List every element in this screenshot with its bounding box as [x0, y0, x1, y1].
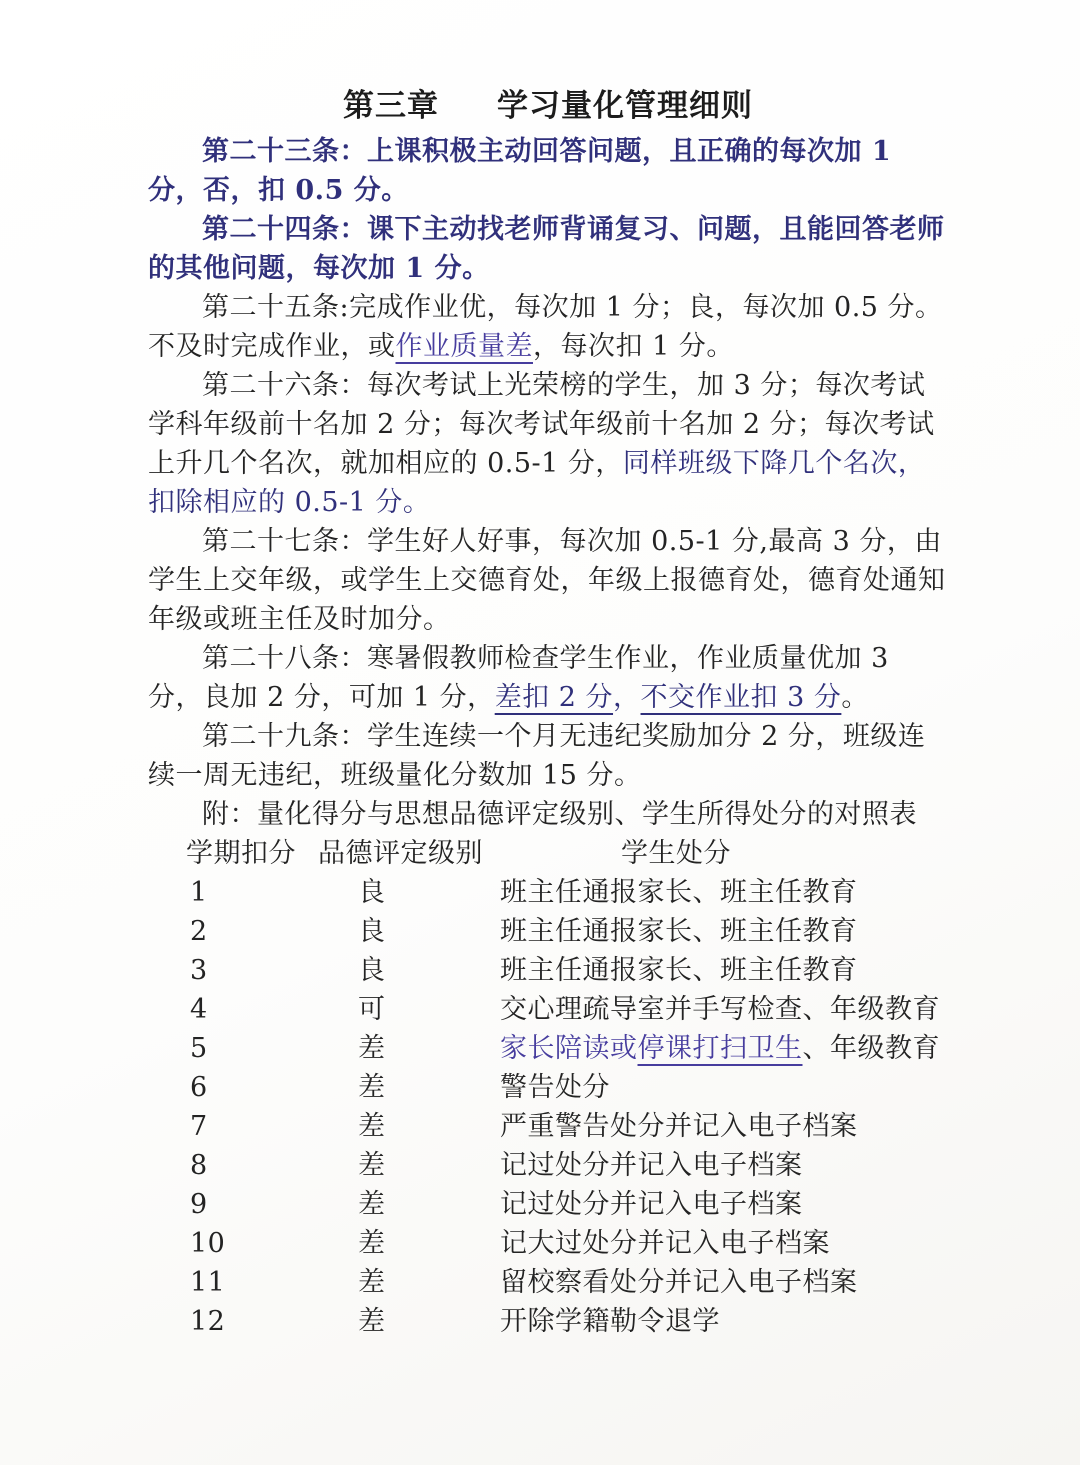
- clause-26: [148, 366, 948, 522]
- clause-28-highlight1: 差扣 2 分: [494, 682, 614, 713]
- header-punishment: 学生处分: [621, 838, 731, 869]
- grade-cell: 良: [358, 916, 386, 947]
- table-row: [148, 1068, 948, 1107]
- punishment-cell: [500, 1029, 948, 1068]
- header-grade: 品德评定级别: [318, 838, 483, 869]
- clause-26-body1: 每次考试上光荣榜的学生，加 3 分；每次考试学科年级前十名加 2 分；每次考试年级前十名加 2 分；每次考试上升几个名次，就加相应的 0.5-1 分，: [148, 370, 935, 479]
- punishment-cell: 开除学籍勒令退学: [500, 1306, 720, 1337]
- clause-27-body: 学生好人好事，每次加 0.5-1 分,最高 3 分，由学生上交年级，或学生上交德育处，年级上报德育处，德育处通知年级或班主任及时加分。: [148, 526, 946, 635]
- score-cell: 9: [190, 1189, 208, 1220]
- punishment-cell: 记大过处分并记入电子档案: [500, 1228, 830, 1259]
- table-row: [148, 990, 948, 1029]
- punishment-lead: 家长陪读或: [500, 1033, 638, 1064]
- table-row: [148, 1107, 948, 1146]
- grade-cell: 差: [358, 1111, 386, 1142]
- clause-25-highlight: 作业质量差: [395, 331, 533, 362]
- punishment-cell: 班主任通报家长、班主任教育: [500, 955, 858, 986]
- grade-cell: 差: [358, 1228, 386, 1259]
- clause-28-body1: 寒暑假教师检查学生作业，作业质量优加 3 分，良加 2 分，可加 1 分，: [148, 643, 889, 713]
- score-cell: 3: [190, 955, 208, 986]
- clause-27-label: 第二十七条：: [202, 526, 367, 557]
- clause-25-body1: 完成作业优，每次加 1 分；良，每次加 0.5 分。不及时完成作业，或: [148, 292, 943, 362]
- score-cell: 10: [190, 1228, 226, 1259]
- punishment-cell: 记过处分并记入电子档案: [500, 1189, 803, 1220]
- score-cell: 6: [190, 1072, 208, 1103]
- table-header: [148, 834, 948, 873]
- grade-cell: 良: [358, 877, 386, 908]
- score-cell: 5: [190, 1033, 208, 1064]
- clause-26-highlight: 同样班级下降几个名次，扣除相应的 0.5-1 分。: [148, 448, 926, 518]
- clause-28-comma: ，: [613, 682, 641, 713]
- clause-26-label: 第二十六条：: [202, 370, 367, 401]
- grade-cell: 差: [358, 1306, 386, 1337]
- punishment-underlined: 停课打扫卫生: [637, 1033, 803, 1064]
- grade-cell: 良: [358, 955, 386, 986]
- grade-cell: 差: [358, 1033, 386, 1064]
- punishment-cell: 严重警告处分并记入电子档案: [500, 1111, 858, 1142]
- table-row: [148, 951, 948, 990]
- clause-28: [148, 639, 948, 717]
- table-row: [148, 1185, 948, 1224]
- punishment-cell: 留校察看处分并记入电子档案: [500, 1267, 858, 1298]
- score-cell: 2: [190, 916, 208, 947]
- punishment-cell: 班主任通报家长、班主任教育: [500, 877, 858, 908]
- clause-24-label: 第二十四条：: [202, 214, 367, 245]
- score-cell: 4: [190, 994, 208, 1025]
- chapter-name: 学习量化管理细则: [497, 88, 753, 124]
- clause-29-body: 学生连续一个月无违纪奖励加分 2 分，班级连续一周无违纪，班级量化分数加 15 分。: [148, 721, 926, 791]
- clause-25: [148, 288, 948, 366]
- appendix-note: 附：量化得分与思想品德评定级别、学生所得处分的对照表: [202, 799, 917, 830]
- table-row: [148, 1302, 948, 1341]
- clause-25-body2: ，每次扣 1 分。: [533, 331, 734, 362]
- clause-29-label: 第二十九条：: [202, 721, 367, 752]
- clause-28-highlight2: 不交作业扣 3 分: [640, 682, 842, 713]
- punishment-cell: 记过处分并记入电子档案: [500, 1150, 803, 1181]
- table-row: [148, 1029, 948, 1068]
- score-cell: 1: [190, 877, 208, 908]
- score-cell: 12: [190, 1306, 226, 1337]
- clause-27: [148, 522, 948, 639]
- grade-cell: 差: [358, 1267, 386, 1298]
- score-cell: 7: [190, 1111, 208, 1142]
- header-score: 学期扣分: [186, 838, 296, 869]
- table-row: [148, 873, 948, 912]
- table-row: [148, 1263, 948, 1302]
- clause-24-body: 课下主动找老师背诵复习、问题，且能回答老师的其他问题，每次加 1 分。: [148, 214, 945, 284]
- punishment-tail: 、年级教育: [802, 1033, 940, 1064]
- clause-23: [148, 132, 948, 210]
- score-cell: 8: [190, 1150, 208, 1181]
- chapter-number: 第三章: [343, 88, 439, 124]
- punishment-cell: 交心理疏导室并手写检查、年级教育: [500, 994, 940, 1025]
- clause-28-period: 。: [841, 682, 869, 713]
- clause-23-label: 第二十三条：: [202, 136, 367, 167]
- clause-23-body: 上课积极主动回答问题，且正确的每次加 1 分，否，扣 0.5 分。: [148, 136, 892, 206]
- clause-24: [148, 210, 948, 288]
- page-title: [148, 86, 948, 126]
- clause-28-label: 第二十八条：: [202, 643, 367, 674]
- grade-cell: 差: [358, 1072, 386, 1103]
- grade-cell: 差: [358, 1150, 386, 1181]
- score-cell: 11: [190, 1267, 226, 1298]
- punishment-cell: 警告处分: [500, 1072, 610, 1103]
- punishment-cell: 班主任通报家长、班主任教育: [500, 916, 858, 947]
- table-row: [148, 912, 948, 951]
- table-row: [148, 1146, 948, 1185]
- grade-cell: 可: [358, 994, 386, 1025]
- clause-29: [148, 717, 948, 795]
- grade-cell: 差: [358, 1189, 386, 1220]
- table-row: [148, 1224, 948, 1263]
- clause-25-label: 第二十五条:: [202, 292, 350, 323]
- score-table: [148, 834, 948, 1341]
